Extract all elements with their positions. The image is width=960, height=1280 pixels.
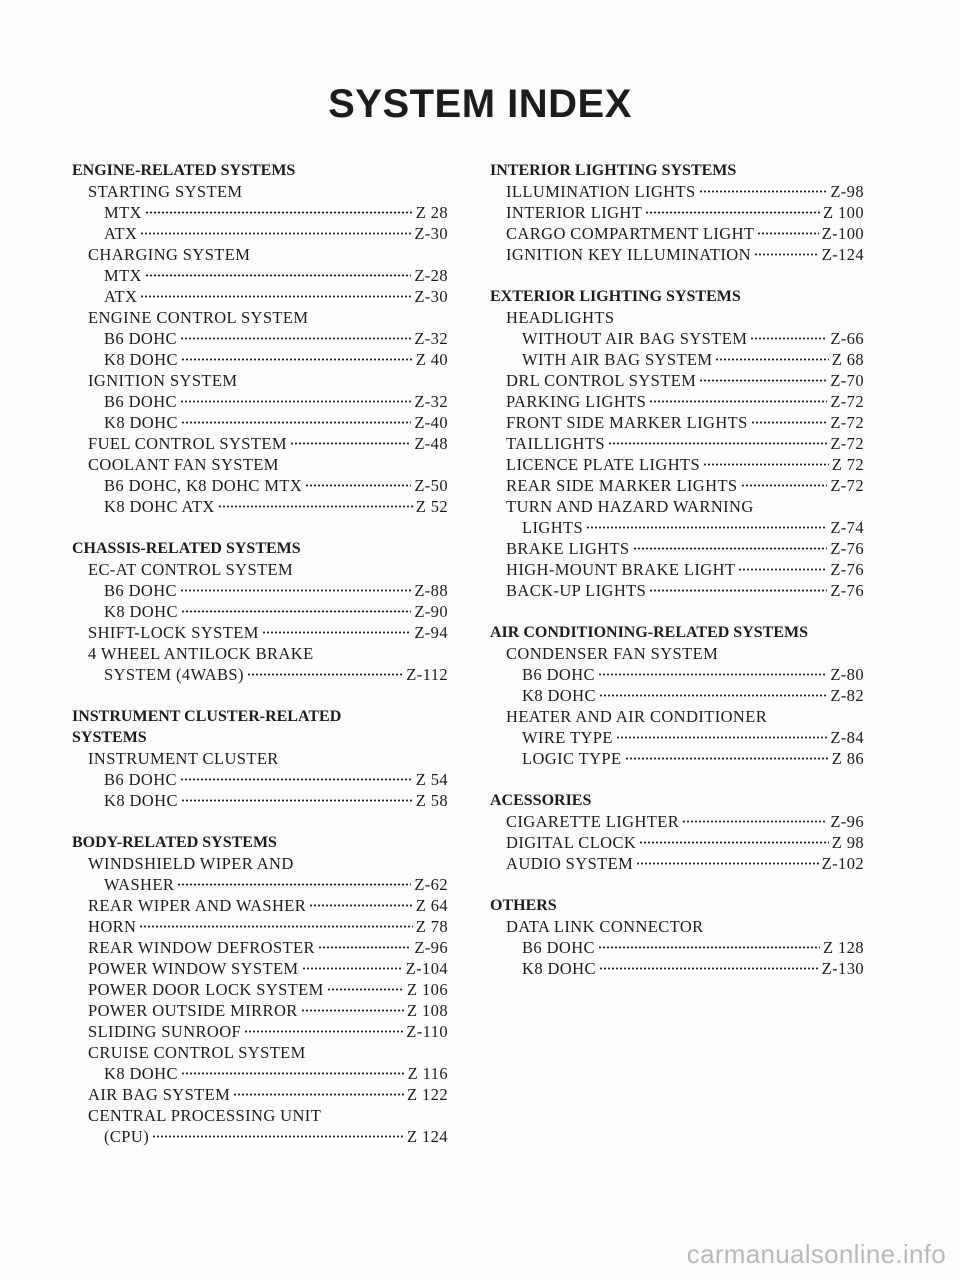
entry-label: TAILLIGHTS <box>506 434 605 453</box>
entry-label: ENGINE CONTROL SYSTEM <box>88 308 309 327</box>
dot-leader <box>625 757 829 760</box>
page-reference: Z 98 <box>831 833 864 852</box>
entry-label: POWER DOOR LOCK SYSTEM <box>88 980 324 999</box>
page-reference: Z 116 <box>407 1064 448 1083</box>
dot-leader <box>598 673 827 676</box>
index-entry <box>490 370 864 391</box>
page-reference: Z-48 <box>414 434 448 453</box>
entry-label: LOGIC TYPE <box>522 749 622 768</box>
entry-label: K8 DOHC <box>104 602 178 621</box>
page-reference: Z-72 <box>830 434 864 453</box>
dot-leader <box>177 883 411 886</box>
dot-leader <box>140 232 411 235</box>
index-entry <box>490 958 864 979</box>
index-entry <box>490 580 864 601</box>
index-entry <box>490 538 864 559</box>
page-reference: Z 78 <box>415 917 448 936</box>
dot-leader <box>636 862 818 865</box>
section-chassis-related-systems <box>72 538 448 685</box>
section-instrument-cluster-related-systems <box>72 706 448 811</box>
page-reference: Z-96 <box>414 938 448 957</box>
entry-label: B6 DOHC <box>522 665 595 684</box>
entry-label: (CPU) <box>104 1127 150 1146</box>
page-reference: Z-84 <box>830 728 864 747</box>
entry-label: CENTRAL PROCESSING UNIT <box>88 1106 322 1125</box>
page-reference: Z-32 <box>414 329 448 348</box>
dot-leader <box>180 400 411 403</box>
index-subheading <box>72 370 448 391</box>
entry-label: WITHOUT AIR BAG SYSTEM <box>522 329 748 348</box>
dot-leader <box>703 463 829 466</box>
index-entry <box>72 664 448 685</box>
section-heading: EXTERIOR LIGHTING SYSTEMS <box>490 288 741 305</box>
entry-label: INTERIOR LIGHT <box>506 203 643 222</box>
dot-leader <box>247 673 403 676</box>
dot-leader <box>139 925 412 928</box>
page-title: SYSTEM INDEX <box>328 82 632 126</box>
entry-label: CIGARETTE LIGHTER <box>506 812 680 831</box>
dot-leader <box>598 946 820 949</box>
index-subheading <box>490 706 864 727</box>
page-reference: Z-62 <box>414 875 448 894</box>
watermark: carmanualsonline.info <box>686 1239 946 1269</box>
section-engine-related-systems <box>72 160 448 517</box>
dot-leader <box>599 694 827 697</box>
index-entry <box>490 349 864 370</box>
index-subheading <box>72 454 448 475</box>
dot-leader <box>699 190 828 193</box>
entry-label: WASHER <box>104 875 175 894</box>
dot-leader <box>633 547 828 550</box>
entry-label: MTX <box>104 266 142 285</box>
entry-label: AUDIO SYSTEM <box>506 854 634 873</box>
section-heading: AIR CONDITIONING-RELATED SYSTEMS <box>490 624 808 641</box>
index-entry <box>72 286 448 307</box>
entry-label: WINDSHIELD WIPER AND <box>88 854 294 873</box>
dot-leader <box>181 421 411 424</box>
section-heading: ACESSORIES <box>490 792 592 809</box>
index-subheading <box>72 1042 448 1063</box>
index-entry <box>490 454 864 475</box>
page-reference: Z-112 <box>406 665 448 684</box>
index-column-right <box>490 160 864 1000</box>
page-reference: Z-40 <box>414 413 448 432</box>
dot-leader <box>699 379 827 382</box>
dot-leader <box>140 295 411 298</box>
page-reference: Z-50 <box>414 476 448 495</box>
index-subheading <box>490 643 864 664</box>
entry-label: TURN AND HAZARD WARNING <box>506 497 754 516</box>
index-subheading <box>72 181 448 202</box>
entry-label: LIGHTS <box>522 518 584 537</box>
entry-label: SHIFT-LOCK SYSTEM <box>88 623 259 642</box>
dot-leader <box>145 274 411 277</box>
entry-label: AIR BAG SYSTEM <box>88 1085 231 1104</box>
entry-label: INSTRUMENT CLUSTER <box>88 749 279 768</box>
entry-label: CONDENSER FAN SYSTEM <box>506 644 719 663</box>
index-entry <box>490 517 864 538</box>
dot-leader <box>757 232 818 235</box>
index-entry <box>490 937 864 958</box>
index-subheading <box>72 1105 448 1126</box>
index-entry <box>72 874 448 895</box>
index-entry <box>72 979 448 1000</box>
index-entry <box>490 811 864 832</box>
page-reference: Z 86 <box>831 749 864 768</box>
page-reference: Z-102 <box>821 854 864 873</box>
entry-label: LICENCE PLATE LIGHTS <box>506 455 701 474</box>
dot-leader <box>302 967 403 970</box>
page-reference: Z-72 <box>830 392 864 411</box>
entry-label: POWER OUTSIDE MIRROR <box>88 1001 298 1020</box>
index-entry <box>72 769 448 790</box>
dot-leader <box>180 337 411 340</box>
dot-leader <box>754 253 819 256</box>
dot-leader <box>318 946 411 949</box>
index-subheading <box>490 307 864 328</box>
section-heading: CHASSIS-RELATED SYSTEMS <box>72 540 301 557</box>
page-reference: Z 106 <box>407 980 448 999</box>
dot-leader <box>741 484 828 487</box>
entry-label: ATX <box>104 224 138 243</box>
entry-label: IGNITION SYSTEM <box>88 371 238 390</box>
section-heading: BODY-RELATED SYSTEMS <box>72 834 277 851</box>
entry-label: PARKING LIGHTS <box>506 392 647 411</box>
section-interior-lighting-systems <box>490 160 864 265</box>
dot-leader <box>750 337 827 340</box>
entry-label: DIGITAL CLOCK <box>506 833 637 852</box>
dot-leader <box>649 400 827 403</box>
dot-leader <box>682 820 827 823</box>
entry-label: K8 DOHC ATX <box>104 497 215 516</box>
index-entry <box>490 664 864 685</box>
index-subheading <box>72 853 448 874</box>
page-reference: Z 40 <box>415 350 448 369</box>
index-entry <box>72 601 448 622</box>
page-reference: Z 124 <box>407 1127 448 1146</box>
dot-leader <box>715 358 828 361</box>
entry-label: B6 DOHC <box>104 581 177 600</box>
entry-label: REAR WIPER AND WASHER <box>88 896 307 915</box>
index-entry <box>490 685 864 706</box>
index-entry <box>72 916 448 937</box>
section-heading: INSTRUMENT CLUSTER-RELATED SYSTEMS <box>72 708 342 746</box>
dot-leader <box>738 568 827 571</box>
page-reference: Z-72 <box>830 413 864 432</box>
section-heading: ENGINE-RELATED SYSTEMS <box>72 162 296 179</box>
entry-label: MTX <box>104 203 142 222</box>
index-entry <box>490 832 864 853</box>
page-reference: Z-72 <box>830 476 864 495</box>
dot-leader <box>152 1135 404 1138</box>
entry-label: DRL CONTROL SYSTEM <box>506 371 697 390</box>
page-reference: Z-124 <box>821 245 864 264</box>
page-reference: Z-32 <box>414 392 448 411</box>
entry-label: HEATER AND AIR CONDITIONER <box>506 707 768 726</box>
page-reference: Z 54 <box>415 770 448 789</box>
entry-label: ATX <box>104 287 138 306</box>
entry-label: B6 DOHC, K8 DOHC MTX <box>104 476 303 495</box>
entry-label: SLIDING SUNROOF <box>88 1022 242 1041</box>
entry-label: K8 DOHC <box>104 350 178 369</box>
dot-leader <box>180 778 413 781</box>
entry-label: DATA LINK CONNECTOR <box>506 917 704 936</box>
entry-label: BACK-UP LIGHTS <box>506 581 647 600</box>
dot-leader <box>305 484 411 487</box>
index-subheading <box>490 496 864 517</box>
index-subheading <box>72 307 448 328</box>
dot-leader <box>233 1093 404 1096</box>
section-body-related-systems <box>72 832 448 1147</box>
entry-label: B6 DOHC <box>104 770 177 789</box>
page-reference: Z-88 <box>414 581 448 600</box>
index-subheading <box>490 916 864 937</box>
entry-label: WIRE TYPE <box>522 728 613 747</box>
dot-leader <box>290 442 411 445</box>
index-entry <box>72 202 448 223</box>
page-reference: Z 68 <box>831 350 864 369</box>
index-entry <box>72 349 448 370</box>
index-entry <box>490 223 864 244</box>
entry-label: EC-AT CONTROL SYSTEM <box>88 560 294 579</box>
entry-label: B6 DOHC <box>104 392 177 411</box>
entry-label: CARGO COMPARTMENT LIGHT <box>506 224 755 243</box>
page-reference: Z-28 <box>414 266 448 285</box>
page-reference: Z-82 <box>830 686 864 705</box>
entry-label: 4 WHEEL ANTILOCK BRAKE <box>88 644 314 663</box>
dot-leader <box>645 211 820 214</box>
page-reference: Z-30 <box>414 287 448 306</box>
dot-leader <box>262 631 412 634</box>
dot-leader <box>244 1030 403 1033</box>
section-heading: INTERIOR LIGHTING SYSTEMS <box>490 162 737 179</box>
index-entry <box>72 1126 448 1147</box>
index-entry <box>490 559 864 580</box>
page-reference: Z-76 <box>830 581 864 600</box>
index-entry <box>72 580 448 601</box>
entry-label: CHARGING SYSTEM <box>88 245 251 264</box>
page-reference: Z-80 <box>830 665 864 684</box>
index-column-left <box>72 160 448 1168</box>
dot-leader <box>616 736 827 739</box>
entry-label: REAR SIDE MARKER LIGHTS <box>506 476 738 495</box>
page-reference: Z 100 <box>823 203 864 222</box>
page-reference: Z-96 <box>830 812 864 831</box>
entry-label: K8 DOHC <box>104 791 178 810</box>
index-entry <box>72 1021 448 1042</box>
page-reference: Z-70 <box>830 371 864 390</box>
page-reference: Z 72 <box>831 455 864 474</box>
page-reference: Z-110 <box>406 1022 448 1041</box>
index-entry <box>490 412 864 433</box>
entry-label: STARTING SYSTEM <box>88 182 243 201</box>
dot-leader <box>181 610 411 613</box>
index-entry <box>72 475 448 496</box>
page-reference: Z-76 <box>830 560 864 579</box>
entry-label: HORN <box>88 917 137 936</box>
dot-leader <box>309 904 413 907</box>
index-entry <box>490 853 864 874</box>
page-reference: Z-100 <box>821 224 864 243</box>
section-acessories <box>490 790 864 874</box>
index-subheading <box>72 244 448 265</box>
index-entry <box>72 328 448 349</box>
dot-leader <box>181 799 413 802</box>
index-subheading <box>72 748 448 769</box>
page-reference: Z-66 <box>830 329 864 348</box>
page-reference: Z 58 <box>415 791 448 810</box>
index-entry <box>72 1084 448 1105</box>
page-reference: Z-104 <box>405 959 448 978</box>
entry-label: CRUISE CONTROL SYSTEM <box>88 1043 306 1062</box>
dot-leader <box>608 442 827 445</box>
index-entry <box>490 202 864 223</box>
dot-leader <box>180 589 411 592</box>
page-reference: Z-90 <box>414 602 448 621</box>
index-entry <box>72 622 448 643</box>
page-reference: Z-94 <box>414 623 448 642</box>
page-reference: Z-98 <box>830 182 864 201</box>
page-reference: Z-76 <box>830 539 864 558</box>
index-entry <box>490 727 864 748</box>
entry-label: K8 DOHC <box>104 1064 178 1083</box>
page-reference: Z 108 <box>407 1001 448 1020</box>
index-entry <box>490 748 864 769</box>
dot-leader <box>639 841 828 844</box>
page-reference: Z-130 <box>821 959 864 978</box>
index-entry <box>490 433 864 454</box>
entry-label: HEADLIGHTS <box>506 308 615 327</box>
dot-leader <box>599 967 819 970</box>
section-exterior-lighting-systems <box>490 286 864 601</box>
entry-label: REAR WINDOW DEFROSTER <box>88 938 315 957</box>
index-entry <box>490 181 864 202</box>
section-others <box>490 895 864 979</box>
dot-leader <box>181 1072 405 1075</box>
section-heading: OTHERS <box>490 897 557 914</box>
index-entry <box>72 496 448 517</box>
index-entry <box>72 1063 448 1084</box>
dot-leader <box>181 358 413 361</box>
page-reference: Z 28 <box>415 203 448 222</box>
index-entry <box>72 223 448 244</box>
entry-label: POWER WINDOW SYSTEM <box>88 959 299 978</box>
index-entry <box>72 412 448 433</box>
entry-label: SYSTEM (4WABS) <box>104 665 244 684</box>
index-entry <box>490 475 864 496</box>
entry-label: B6 DOHC <box>522 938 595 957</box>
entry-label: K8 DOHC <box>522 686 596 705</box>
page-reference: Z-30 <box>414 224 448 243</box>
entry-label: FRONT SIDE MARKER LIGHTS <box>506 413 748 432</box>
index-entry <box>490 391 864 412</box>
entry-label: COOLANT FAN SYSTEM <box>88 455 279 474</box>
index-entry <box>490 328 864 349</box>
entry-label: BRAKE LIGHTS <box>506 539 630 558</box>
index-entry <box>72 265 448 286</box>
index-entry <box>490 244 864 265</box>
index-subheading <box>72 559 448 580</box>
entry-label: K8 DOHC <box>104 413 178 432</box>
dot-leader <box>218 505 413 508</box>
dot-leader <box>327 988 404 991</box>
dot-leader <box>751 421 828 424</box>
entry-label: ILLUMINATION LIGHTS <box>506 182 696 201</box>
index-entry <box>72 958 448 979</box>
section-air-conditioning-related-systems <box>490 622 864 769</box>
entry-label: B6 DOHC <box>104 329 177 348</box>
index-entry <box>72 391 448 412</box>
index-entry <box>72 895 448 916</box>
page-reference: Z 52 <box>415 497 448 516</box>
dot-leader <box>649 589 827 592</box>
index-entry <box>72 937 448 958</box>
entry-label: FUEL CONTROL SYSTEM <box>88 434 287 453</box>
entry-label: HIGH-MOUNT BRAKE LIGHT <box>506 560 736 579</box>
index-entry <box>72 790 448 811</box>
page-reference: Z-74 <box>830 518 864 537</box>
index-entry <box>72 1000 448 1021</box>
index-entry <box>72 433 448 454</box>
page-reference: Z 64 <box>415 896 448 915</box>
page-reference: Z 128 <box>823 938 864 957</box>
entry-label: K8 DOHC <box>522 959 596 978</box>
entry-label: IGNITION KEY ILLUMINATION <box>506 245 751 264</box>
entry-label: WITH AIR BAG SYSTEM <box>522 350 713 369</box>
index-subheading <box>72 643 448 664</box>
page-reference: Z 122 <box>407 1085 448 1104</box>
dot-leader <box>301 1009 404 1012</box>
dot-leader <box>586 526 827 529</box>
dot-leader <box>145 211 413 214</box>
